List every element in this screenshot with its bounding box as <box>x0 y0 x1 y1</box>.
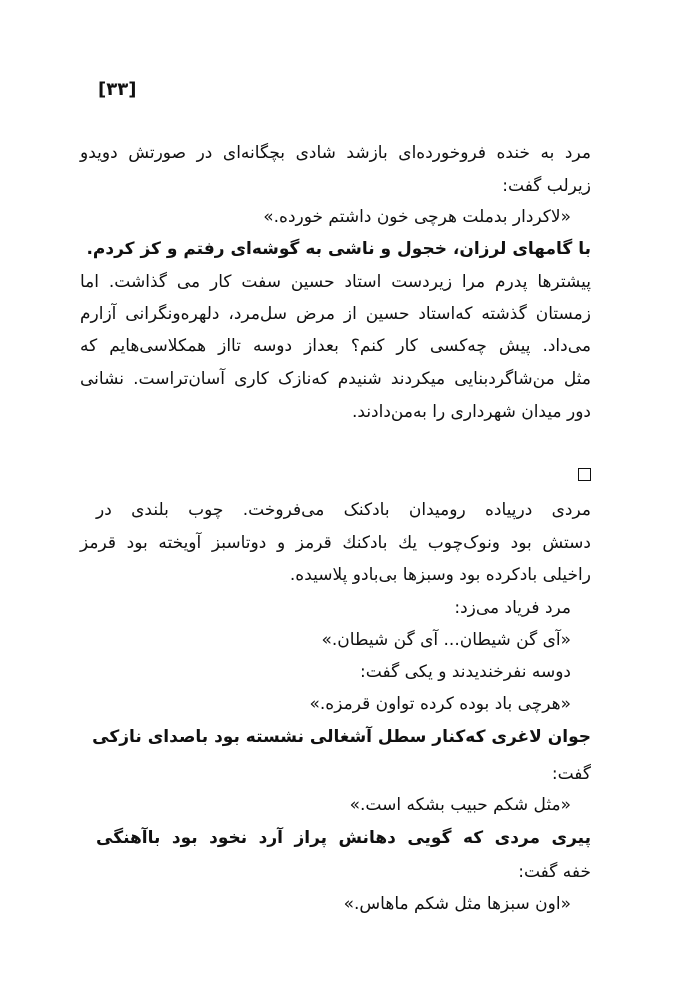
text-line: «اون سبزها مثل شکم ماهاس.» <box>343 894 571 914</box>
text-line: می‌داد. پیش چه‌کسی کار کنم؟ بعداز دوسه تااز همکلاسی‌هایم که <box>80 336 591 356</box>
text-line: «هرچی باد بوده کرده تواون قرمزه.» <box>309 694 571 714</box>
text-line: پیشترها پدرم مرا زیردست استاد حسین سفت کار می گذاشت. اما <box>80 272 591 292</box>
text-line: مثل من‌شاگردبنایی میکردند شنیدم که‌نازک کاری آسان‌تراست. نشانی <box>80 369 591 389</box>
text-line: مرد فریاد می‌زد: <box>454 598 571 618</box>
text-line: «مثل شکم حبیب بشکه است.» <box>349 795 571 815</box>
text-line: دستش بود ونوک‌چوب یك بادکنك قرمز و دوتاسبز آویخته بود قرمز <box>80 533 591 553</box>
text-line: «لاکردار بدملت هرچی خون داشتم خورده.» <box>263 207 571 227</box>
text-line: راخیلی بادکرده بود وسبزها بی‌بادو پلاسیده. <box>289 565 591 585</box>
text-line: گفت: <box>551 764 591 784</box>
text-line: با گامهای لرزان، خجول و ناشی به گوشه‌ای رفتم و کز کردم. <box>86 239 591 259</box>
text-line: زمستان گذشته که‌استاد حسین از مرض سل‌مرد، دلهره‌ونگرانی آزارم <box>80 304 591 324</box>
text-line: «آی گن شیطان... آی گن شیطان.» <box>321 630 571 650</box>
text-line: دور میدان شهرداری را به‌من‌دادند. <box>352 402 591 422</box>
text-line: زیرلب گفت: <box>502 176 591 196</box>
page-number: [۳۳] <box>98 79 137 100</box>
text-line: دوسه نفرخندیدند و یکی گفت: <box>360 662 571 682</box>
section-break-square <box>578 468 591 481</box>
text-line: پیری مردی که گویی دهانش پراز آرد نخود بود باآهنگی <box>96 828 591 848</box>
text-line: مردی درپیاده رومیدان بادکنک می‌فروخت. چوب بلندی در <box>96 500 591 520</box>
text-line: جوان لاغری که‌کنار سطل آشغالی نشسته بود باصدای نازکی <box>92 727 591 747</box>
text-line: مرد به خنده فروخورده‌ای بازشد شادی بچگانه‌ای در صورتش دویدو <box>80 143 591 163</box>
text-line: خفه گفت: <box>518 862 591 882</box>
